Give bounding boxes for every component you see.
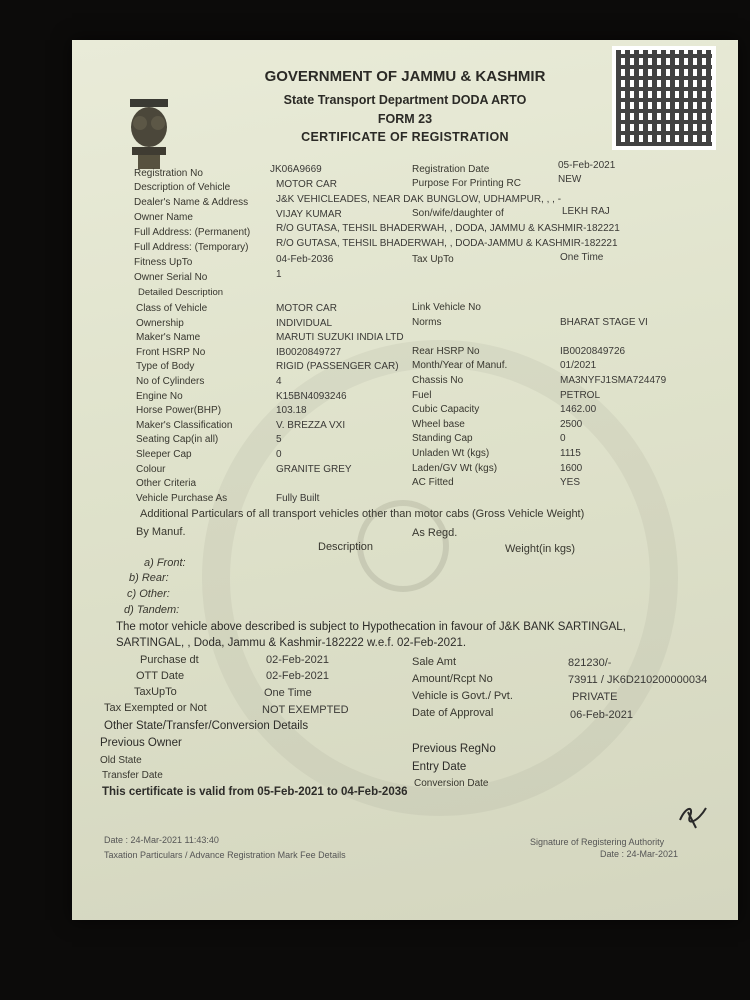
detail-label: No of Cylinders	[136, 376, 205, 387]
detail-value: MOTOR CAR	[276, 303, 337, 314]
department-title: State Transport Department DODA ARTO	[283, 93, 527, 107]
detail-label-2: Chassis No	[412, 375, 464, 386]
relation-value: LEKH RAJ	[562, 206, 610, 217]
detail-value-2: IB0020849726	[560, 345, 626, 357]
detail-value-2: BHARAT STAGE VI	[560, 316, 648, 328]
signature-date: Date : 24-Mar-2021	[600, 849, 679, 859]
detail-value: 103.18	[276, 405, 307, 417]
serial-value: 1	[276, 269, 282, 280]
detail-value: 0	[276, 449, 282, 460]
govt-value: PRIVATE	[572, 691, 618, 703]
owner-value: VIJAY KUMAR	[276, 209, 342, 220]
detail-label-2: Standing Cap	[412, 433, 473, 445]
detail-label-2: AC Fitted	[412, 477, 454, 489]
perm-address-label: Full Address: (Permanent)	[134, 227, 251, 238]
detail-value-2: 01/2021	[560, 360, 597, 372]
approval-value: 06-Feb-2021	[570, 709, 633, 721]
detail-label: Other Criteria	[136, 478, 197, 490]
old-state-label: Old State	[100, 755, 142, 766]
detail-label: Vehicle Purchase As	[136, 492, 228, 504]
detail-label-2: Month/Year of Manuf.	[412, 360, 508, 372]
purpose-label: Purpose For Printing RC	[412, 178, 521, 189]
detail-label: Seating Cap(in all)	[136, 434, 219, 446]
as-regd-label: As Regd.	[412, 527, 458, 539]
ott-value: 02-Feb-2021	[266, 670, 329, 682]
detail-label: Colour	[136, 463, 166, 475]
conversion-date-label: Conversion Date	[414, 778, 489, 789]
govt-label: Vehicle is Govt./ Pvt.	[412, 690, 513, 702]
taxation-particulars: Taxation Particulars / Advance Registration Mark Fee Details	[104, 850, 346, 860]
form-number: FORM 23	[377, 112, 433, 126]
reg-date-value: 05-Feb-2021	[558, 160, 616, 171]
detail-label: Engine No	[136, 390, 183, 402]
detail-label-2: Laden/GV Wt (kgs)	[412, 462, 498, 474]
detail-label-2: Link Vehicle No	[412, 302, 481, 313]
detail-label: Front HSRP No	[136, 346, 206, 358]
axle-front: a) Front:	[144, 557, 186, 569]
detail-value-2: 1462.00	[560, 404, 597, 416]
detail-value: K15BN4093246	[276, 390, 347, 402]
government-title: GOVERNMENT OF JAMMU & KASHMIR	[264, 68, 546, 85]
detail-label: Type of Body	[136, 361, 195, 373]
detail-value: Fully Built	[276, 492, 320, 504]
fitness-label: Fitness UpTo	[134, 257, 193, 268]
certificate-title: CERTIFICATE OF REGISTRATION	[301, 130, 509, 144]
detail-value: 5	[276, 434, 282, 446]
reg-no-label: Registration No	[134, 168, 203, 179]
detail-value: V. BREZZA VXI	[276, 419, 346, 431]
description-label: Description	[318, 541, 374, 553]
detail-label-2: Norms	[412, 316, 442, 328]
detail-label-2: Cubic Capacity	[412, 404, 480, 416]
detail-value-2: MA3NYFJ1SMA724479	[560, 375, 667, 386]
by-manuf-label: By Manuf.	[136, 526, 186, 538]
detail-value-2: 1600	[560, 462, 583, 474]
taxupto-value: One Time	[264, 687, 312, 699]
axle-rear: b) Rear:	[129, 572, 169, 584]
temp-address-label: Full Address: (Temporary)	[134, 242, 249, 253]
serial-label: Owner Serial No	[134, 272, 208, 283]
detail-label-2: Rear HSRP No	[412, 345, 480, 357]
detail-value-2: 2500	[560, 418, 583, 430]
sale-amt-value: 821230/-	[568, 657, 612, 669]
detail-value: MARUTI SUZUKI INDIA LTD	[276, 332, 404, 344]
reg-no-value: JK06A9669	[270, 164, 322, 175]
axle-other: c) Other:	[127, 588, 170, 600]
detail-label-2: Fuel	[412, 389, 432, 401]
exempt-label: Tax Exempted or Not	[104, 702, 207, 714]
detail-label: Horse Power(BHP)	[136, 405, 222, 417]
dealer-value: J&K VEHICLEADES, NEAR DAK BUNGLOW, UDHAMPUR, , , -	[276, 194, 562, 205]
detail-label-2: Wheel base	[412, 418, 465, 430]
validity-statement: This certificate is valid from 05-Feb-2021 to 04-Feb-2036	[102, 786, 408, 798]
reg-date-label: Registration Date	[412, 164, 490, 175]
entry-date-label: Entry Date	[412, 761, 467, 773]
sale-amt-label: Sale Amt	[412, 656, 457, 668]
print-date: Date : 24-Mar-2021 11:43:40	[104, 835, 219, 845]
desc-value: MOTOR CAR	[276, 179, 337, 190]
detail-label: Maker's Name	[136, 332, 201, 344]
temp-address-value: R/O GUTASA, TEHSIL BHADERWAH, , DODA-JAMMU & KASHMIR-182221	[276, 238, 618, 249]
tax-label: Tax UpTo	[412, 254, 454, 265]
rcpt-value: 73911 / JK6D210200000034	[568, 674, 708, 686]
detail-value: RIGID (PASSENGER CAR)	[276, 361, 399, 373]
transfer-date-label: Transfer Date	[102, 770, 163, 781]
previous-owner-label: Previous Owner	[100, 737, 182, 749]
axle-tandem: d) Tandem:	[124, 604, 180, 616]
signature-mark	[676, 802, 710, 830]
signature-label: Signature of Registering Authority	[530, 837, 665, 847]
hypothecation-line-2: SARTINGAL, , Doda, Jammu & Kashmir-182222 w.e.f. 02-Feb-2021.	[116, 637, 467, 649]
rcpt-label: Amount/Rcpt No	[412, 673, 493, 685]
perm-address-value: R/O GUTASA, TEHSIL BHADERWAH, , DODA, JAMMU & KASHMIR-182221	[276, 223, 620, 234]
taxupto-label: TaxUpTo	[134, 686, 177, 698]
detail-label: Sleeper Cap	[136, 449, 192, 460]
transport-heading: Additional Particulars of all transport vehicles other than motor cabs (Gross Vehicle Weight)	[140, 508, 585, 520]
weight-label: Weight(in kgs)	[505, 543, 576, 555]
detail-value-2: PETROL	[560, 389, 601, 401]
detail-value: 4	[276, 376, 282, 387]
detail-label: Maker's Classification	[136, 419, 233, 431]
ott-label: OTT Date	[136, 670, 185, 682]
detail-label: Class of Vehicle	[136, 303, 208, 314]
detail-value-2: 0	[560, 433, 566, 445]
detail-label: Ownership	[136, 317, 184, 329]
detail-value-2: YES	[560, 477, 581, 489]
detail-label-2: Unladen Wt (kgs)	[412, 448, 490, 459]
approval-label: Date of Approval	[412, 707, 494, 719]
relation-label: Son/wife/daughter of	[412, 208, 504, 219]
certificate-paper	[72, 40, 738, 920]
hypothecation-line-1: The motor vehicle above described is subject to Hypothecation in favour of J&K BANK SARTINGAL,	[116, 621, 626, 633]
transfer-heading: Other State/Transfer/Conversion Details	[104, 720, 309, 732]
fitness-value: 04-Feb-2036	[276, 254, 334, 265]
detailed-heading: Detailed Description	[138, 287, 224, 298]
dealer-label: Dealer's Name & Address	[134, 197, 249, 208]
purchase-dt-value: 02-Feb-2021	[266, 654, 329, 666]
desc-label: Description of Vehicle	[134, 182, 231, 193]
purchase-dt-label: Purchase dt	[140, 654, 199, 666]
owner-label: Owner Name	[134, 212, 193, 223]
tax-value: One Time	[560, 252, 604, 263]
detail-value: INDIVIDUAL	[276, 317, 333, 329]
detail-value-2: 1115	[560, 448, 581, 459]
purpose-value: NEW	[558, 174, 582, 185]
detail-value: IB0020849727	[276, 346, 342, 358]
exempt-value: NOT EXEMPTED	[262, 704, 349, 716]
previous-regno-label: Previous RegNo	[412, 743, 496, 755]
detail-value: GRANITE GREY	[276, 463, 352, 475]
